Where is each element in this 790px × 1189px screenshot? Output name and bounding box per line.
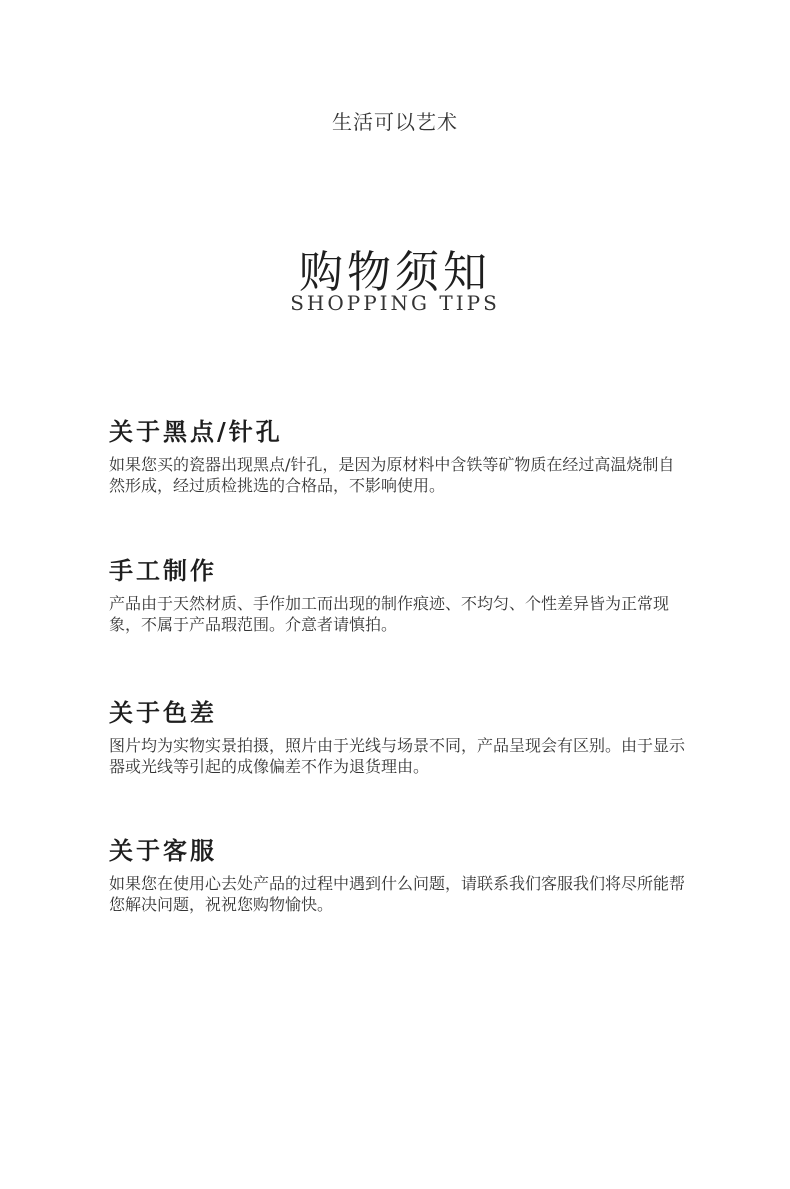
section-heading: 关于色差: [109, 698, 217, 727]
page-title: 购物须知: [299, 247, 491, 298]
section-color-difference: [109, 697, 689, 777]
section-black-spots: [109, 416, 689, 496]
section-body: 如果您买的瓷器出现黑点/针孔，是因为原材料中含铁等矿物质在经过高温烧制自然形成，经过质检挑选的合格品，不影响使用。: [109, 455, 675, 495]
section-heading: 关于客服: [109, 836, 217, 865]
section-body: 图片均为实物实景拍摄，照片由于光线与场景不同，产品呈现会有区别。由于显示器或光线等引起的成像偏差不作为退货理由。: [109, 736, 686, 776]
section-heading: 手工制作: [109, 556, 217, 585]
section-heading: 关于黑点/针孔: [109, 417, 283, 446]
page-tagline: 生活可以艺术: [332, 110, 458, 134]
section-customer-service: [109, 835, 689, 915]
section-body: 产品由于天然材质、手作加工而出现的制作痕迹、不均匀、个性差异皆为正常现象，不属于产品瑕范围。介意者请慎拍。: [109, 594, 670, 634]
section-body: 如果您在使用心去处产品的过程中遇到什么问题，请联系我们客服我们将尽所能帮您解决问题，祝祝您购物愉快。: [109, 874, 686, 914]
section-handmade: [109, 555, 689, 635]
page-subtitle: SHOPPING TIPS: [290, 291, 500, 315]
